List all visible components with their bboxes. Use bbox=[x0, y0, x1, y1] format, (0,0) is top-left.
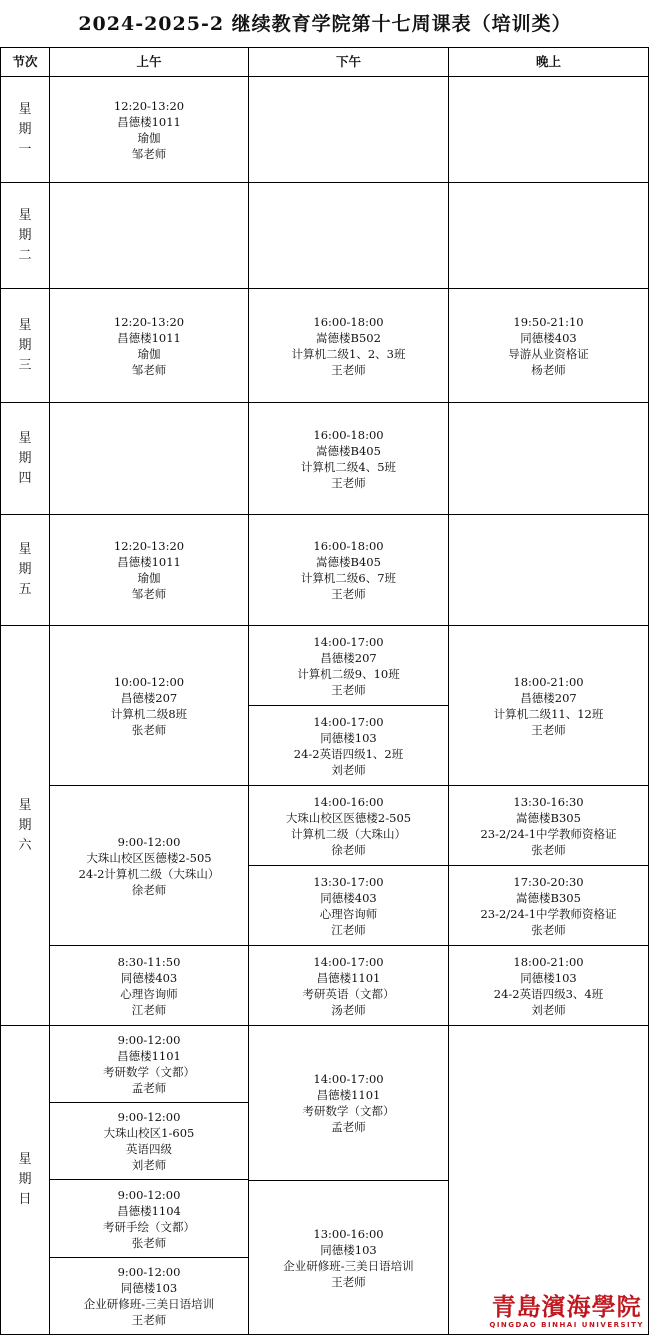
class-cell: 19:50-21:10 同德楼403 导游从业资格证 杨老师 bbox=[448, 288, 649, 402]
class-cell: 9:00-12:00 大珠山校区医德楼2-505 24-2计算机二级（大珠山） 徐老师 bbox=[49, 785, 248, 945]
class-cell: 8:30-11:50 同德楼403 心理咨询师 江老师 bbox=[49, 945, 248, 1025]
class-cell: 12:20-13:20 昌德楼1011 瑜伽 邹老师 bbox=[49, 514, 248, 625]
header-afternoon: 下午 bbox=[248, 47, 448, 76]
class-cell: 14:00-17:00 昌德楼1101 考研英语（文都） 汤老师 bbox=[248, 945, 448, 1025]
day-saturday: 星 期 六 bbox=[0, 625, 49, 1025]
header-period: 节次 bbox=[0, 47, 49, 76]
class-cell: 16:00-18:00 嵩德楼B502 计算机二级1、2、3班 王老师 bbox=[248, 288, 448, 402]
header-morning: 上午 bbox=[49, 47, 248, 76]
university-logo bbox=[489, 1293, 644, 1330]
header-evening: 晚上 bbox=[448, 47, 649, 76]
empty-cell bbox=[49, 182, 248, 288]
class-cell: 10:00-12:00 昌德楼207 计算机二级8班 张老师 bbox=[49, 625, 248, 785]
class-cell: 13:00-16:00 同德楼103 企业研修班-三美日语培训 王老师 bbox=[248, 1180, 448, 1335]
logo-name-cn: 青島濱海學院 bbox=[491, 1292, 642, 1321]
day-tuesday: 星 期 二 bbox=[0, 182, 49, 288]
empty-cell bbox=[248, 76, 448, 182]
class-cell: 9:00-12:00 昌德楼1104 考研手绘（文都） 张老师 bbox=[49, 1179, 248, 1257]
empty-cell bbox=[448, 182, 649, 288]
class-cell: 18:00-21:00 昌德楼207 计算机二级11、12班 王老师 bbox=[448, 625, 649, 785]
class-cell: 14:00-17:00 同德楼103 24-2英语四级1、2班 刘老师 bbox=[248, 705, 448, 785]
class-cell: 9:00-12:00 大珠山校区1-605 英语四级 刘老师 bbox=[49, 1102, 248, 1179]
class-cell: 14:00-17:00 昌德楼1101 考研数学（文都） 孟老师 bbox=[248, 1025, 448, 1180]
empty-cell bbox=[448, 76, 649, 182]
empty-cell bbox=[448, 402, 649, 514]
empty-cell bbox=[448, 1025, 649, 1335]
empty-cell bbox=[448, 514, 649, 625]
class-cell: 16:00-18:00 嵩德楼B405 计算机二级6、7班 王老师 bbox=[248, 514, 448, 625]
day-friday: 星 期 五 bbox=[0, 514, 49, 625]
class-cell: 13:30-17:00 同德楼403 心理咨询师 江老师 bbox=[248, 865, 448, 945]
class-cell: 14:00-16:00 大珠山校区医德楼2-505 计算机二级（大珠山） 徐老师 bbox=[248, 785, 448, 865]
class-cell: 12:20-13:20 昌德楼1011 瑜伽 邹老师 bbox=[49, 288, 248, 402]
day-monday: 星 期 一 bbox=[0, 76, 49, 182]
day-wednesday: 星 期 三 bbox=[0, 288, 49, 402]
class-cell: 14:00-17:00 昌德楼207 计算机二级9、10班 王老师 bbox=[248, 625, 448, 705]
day-sunday: 星 期 日 bbox=[0, 1025, 49, 1335]
class-cell: 12:20-13:20 昌德楼1011 瑜伽 邹老师 bbox=[49, 76, 248, 182]
class-cell: 9:00-12:00 同德楼103 企业研修班-三美日语培训 王老师 bbox=[49, 1257, 248, 1335]
page-title: 2024-2025-2 继续教育学院第十七周课表（培训类） bbox=[78, 13, 572, 35]
class-cell: 17:30-20:30 嵩德楼B305 23-2/24-1中学教师资格证 张老师 bbox=[448, 865, 649, 945]
day-thursday: 星 期 四 bbox=[0, 402, 49, 514]
class-cell: 18:00-21:00 同德楼103 24-2英语四级3、4班 刘老师 bbox=[448, 945, 649, 1025]
class-cell: 13:30-16:30 嵩德楼B305 23-2/24-1中学教师资格证 张老师 bbox=[448, 785, 649, 865]
class-cell: 16:00-18:00 嵩德楼B405 计算机二级4、5班 王老师 bbox=[248, 402, 448, 514]
class-cell: 9:00-12:00 昌德楼1101 考研数学（文都） 孟老师 bbox=[49, 1025, 248, 1102]
empty-cell bbox=[248, 182, 448, 288]
empty-cell bbox=[49, 402, 248, 514]
logo-name-en: QINGDAO BINHAI UNIVERSITY bbox=[489, 1321, 644, 1329]
